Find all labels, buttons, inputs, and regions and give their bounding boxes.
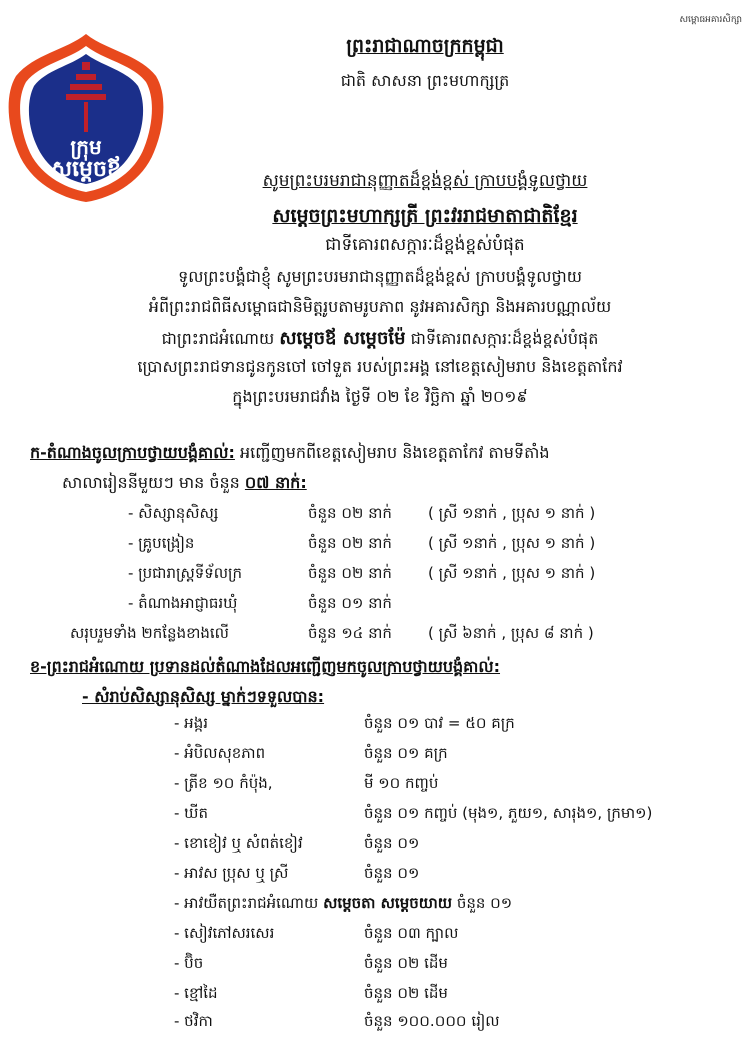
- salutation-line-1: សូមព្រះបរមរាជានុញ្ញាតដ៏ខ្ពង់ខ្ពស់ ក្រាបបង្គំទូលថ្វាយ: [262, 171, 588, 191]
- intro-line-1: ទូលព្រះបង្គំជាខ្ញុំ សូមព្រះបរមរាជានុញ្ញាតដ៏ខ្ពង់ខ្ពស់ ក្រាបបង្គំទូលថ្វាយ: [178, 267, 582, 286]
- shirt-item: - អាវយឺតព្រះរាជអំណោយ សម្តេចតា សម្តេចយាយ ចំនួន ០១: [174, 894, 513, 912]
- intro-line-2: អំពីព្រះរាជពិធីសម្ពោធជានិមិត្តរូបតាមរូបភាព នូវអគារសិក្សា និងអគារបណ្ណាល័យ: [148, 297, 612, 316]
- intro-royal-names: សម្តេចឪ សម្តេចម៉ែ: [279, 328, 406, 349]
- logo-text-top: ក្រុម: [70, 135, 102, 159]
- logo-text-bottom: សម្តេចឪ: [51, 157, 121, 182]
- intro-line-5: ក្នុងព្រះបរមរាជវាំង ថ្ងៃទី ០២ ខែ វិច្ឆិកា ឆ្នាំ ២០១៩: [232, 387, 528, 406]
- section-a-heading: ក-តំណាងចូលក្រាបថ្វាយបង្គំគាល់: អញ្ជើញមកពីខេត្តសៀមរាប និងខេត្តតាកែវ តាមទីតាំង: [30, 443, 550, 462]
- section-a-label: ក-តំណាងចូលក្រាបថ្វាយបង្គំគាល់:: [30, 443, 235, 462]
- intro-line-3: ជាព្រះរាជអំណោយ សម្តេចឪ សម្តេចម៉ែ ជាទីគោរពសក្ការៈដ៏ខ្ពង់ខ្ពស់បំផុត: [161, 328, 599, 349]
- section-a-count: ០៧ នាក់:: [244, 473, 307, 492]
- corner-note: សម្ពោធអគារសិក្សា: [679, 15, 742, 25]
- kingdom-title: ព្រះរាជាណាចក្រកម្ពុជា: [346, 35, 504, 57]
- section-a-count-line: សាលារៀននីមួយៗ មាន ចំនួន ០៧ នាក់:: [62, 473, 307, 492]
- kingdom-motto: ជាតិ សាសនា ព្រះមហាក្សត្រ: [340, 71, 510, 90]
- intro-line-4: ប្រោសព្រះរាជទានជូនកូនចៅ ចៅទួត របស់ព្រះអង្គ នៅខេត្តសៀមរាប និងខេត្តតាកែវ: [137, 357, 623, 376]
- salutation-line-2: សម្តេចព្រះមហាក្សត្រី ព្រះវររាជមាតាជាតិខ្មែរ: [272, 205, 578, 227]
- section-b-subheading: - សំរាប់សិស្សានុសិស្ស ម្នាក់ៗទទួលបាន:: [82, 687, 325, 706]
- shirt-royal-names: សម្តេចតា សម្តេចយាយ: [323, 894, 453, 912]
- salutation-line-3: ជាទីគោរពសក្ការៈដ៏ខ្ពង់ខ្ពស់បំផុត: [325, 235, 525, 255]
- section-b-heading: ខ-ព្រះរាជអំណោយ ប្រទានដល់តំណាងដែលអញ្ជើញមកចូលក្រាបថ្វាយបង្គំគាល់:: [30, 657, 501, 676]
